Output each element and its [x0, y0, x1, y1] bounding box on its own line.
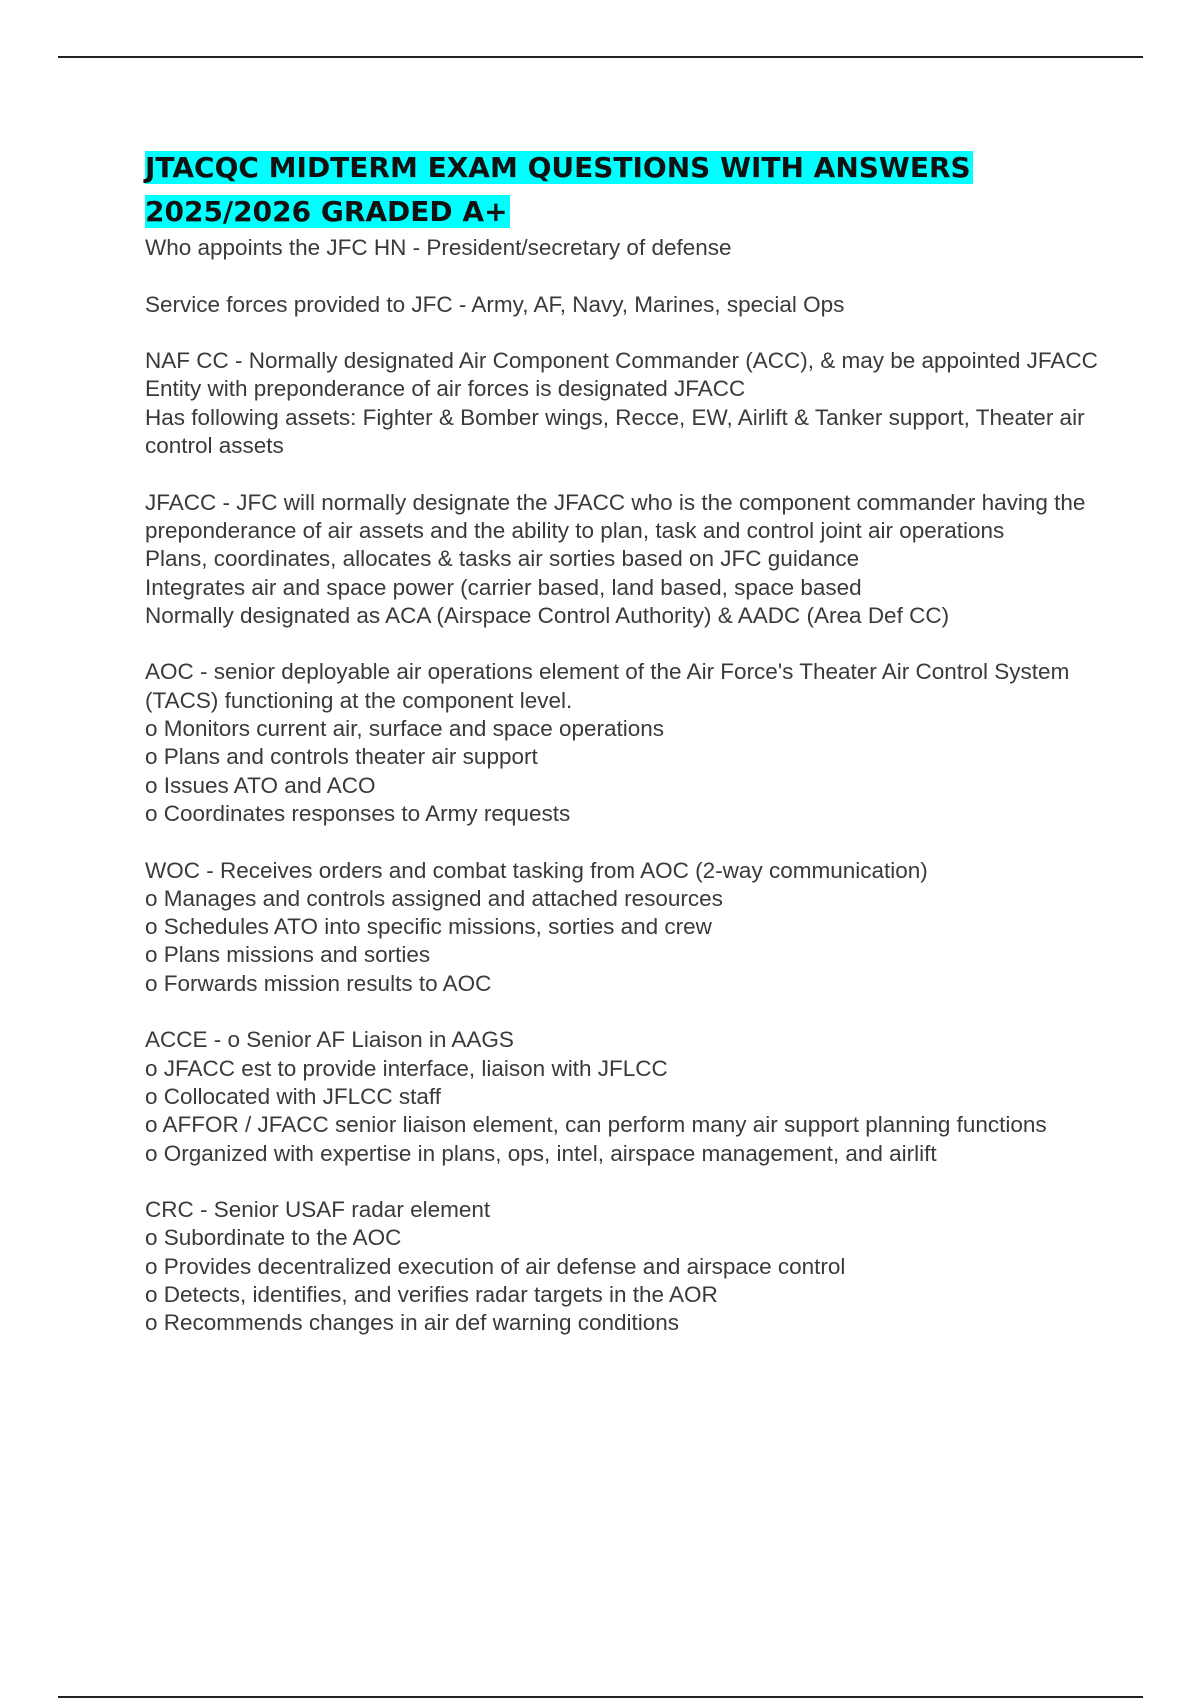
qa-bullet: o Schedules ATO into specific missions, sorties and crew: [145, 914, 712, 940]
qa-line: Has following assets: Fighter & Bomber wings, Recce, EW, Airlift & Tanker support, Theater air control assets: [145, 404, 1085, 459]
qa-line: JFACC - JFC will normally designate the JFACC who is the component commander having the preponderance of air assets and the ability to plan, task and control joint air operations: [145, 489, 1086, 543]
qa-bullet: o Forwards mission results to AOC: [145, 970, 492, 996]
qa-line: Plans, coordinates, allocates & tasks air sorties based on JFC guidance: [145, 546, 860, 572]
document-title: [145, 146, 1115, 234]
qa-bullet: o Organized with expertise in plans, ops, intel, airspace management, and airlift: [145, 1140, 937, 1166]
qa-bullet: o Collocated with JFLCC staff: [145, 1083, 441, 1109]
qa-line: WOC - Receives orders and combat tasking from AOC (2-way communication): [145, 857, 928, 883]
qa-bullet: o Monitors current air, surface and space operations: [145, 716, 665, 742]
document-body: [145, 146, 1115, 1366]
qa-section-aoc: [145, 658, 1115, 828]
qa-bullet: o Recommends changes in air def warning conditions: [145, 1310, 680, 1336]
qa-line: Service forces provided to JFC - Army, AF, Navy, Marines, special Ops: [145, 291, 845, 317]
qa-section-crc: [145, 1196, 1115, 1337]
qa-line: CRC - Senior USAF radar element: [145, 1197, 491, 1223]
qa-bullet: o Detects, identifies, and verifies radar targets in the AOR: [145, 1281, 718, 1307]
qa-line: Integrates air and space power (carrier based, land based, space based: [145, 574, 862, 600]
qa-bullet: o JFACC est to provide interface, liaison with JFLCC: [145, 1055, 668, 1081]
qa-line: AOC - senior deployable air operations element of the Air Force's Theater Air Control System (TACS) functioning at the component level.: [145, 659, 1070, 713]
qa-section-jfacc: [145, 489, 1115, 630]
qa-line: Normally designated as ACA (Airspace Control Authority) & AADC (Area Def CC): [145, 602, 950, 628]
qa-section-jfc-appointment: [145, 234, 1115, 262]
qa-line: ACCE - o Senior AF Liaison in AAGS: [145, 1027, 514, 1053]
bottom-divider: [58, 1696, 1143, 1698]
qa-bullet: o Issues ATO and ACO: [145, 772, 376, 798]
qa-bullet: o Manages and controls assigned and attached resources: [145, 885, 723, 911]
qa-bullet: o Provides decentralized execution of air defense and airspace control: [145, 1253, 846, 1279]
title-highlight: JTACQC MIDTERM EXAM QUESTIONS WITH ANSWERS 2025/2026 GRADED A+: [145, 151, 971, 228]
qa-line: Who appoints the JFC HN - President/secretary of defense: [145, 235, 732, 260]
qa-section-naf-cc: [145, 347, 1115, 460]
qa-line: NAF CC - Normally designated Air Component Commander (ACC), & may be appointed JFACC: [145, 348, 1098, 374]
qa-line: Entity with preponderance of air forces is designated JFACC: [145, 376, 746, 402]
qa-bullet: o AFFOR / JFACC senior liaison element, can perform many air support planning functions: [145, 1112, 1047, 1138]
qa-bullet: o Plans and controls theater air support: [145, 744, 538, 770]
qa-bullet: o Plans missions and sorties: [145, 942, 431, 968]
qa-section-acce: [145, 1026, 1115, 1167]
qa-section-woc: [145, 857, 1115, 998]
top-divider: [58, 56, 1143, 58]
qa-bullet: o Subordinate to the AOC: [145, 1225, 402, 1251]
qa-bullet: o Coordinates responses to Army requests: [145, 800, 571, 826]
qa-section-service-forces: [145, 291, 1115, 319]
